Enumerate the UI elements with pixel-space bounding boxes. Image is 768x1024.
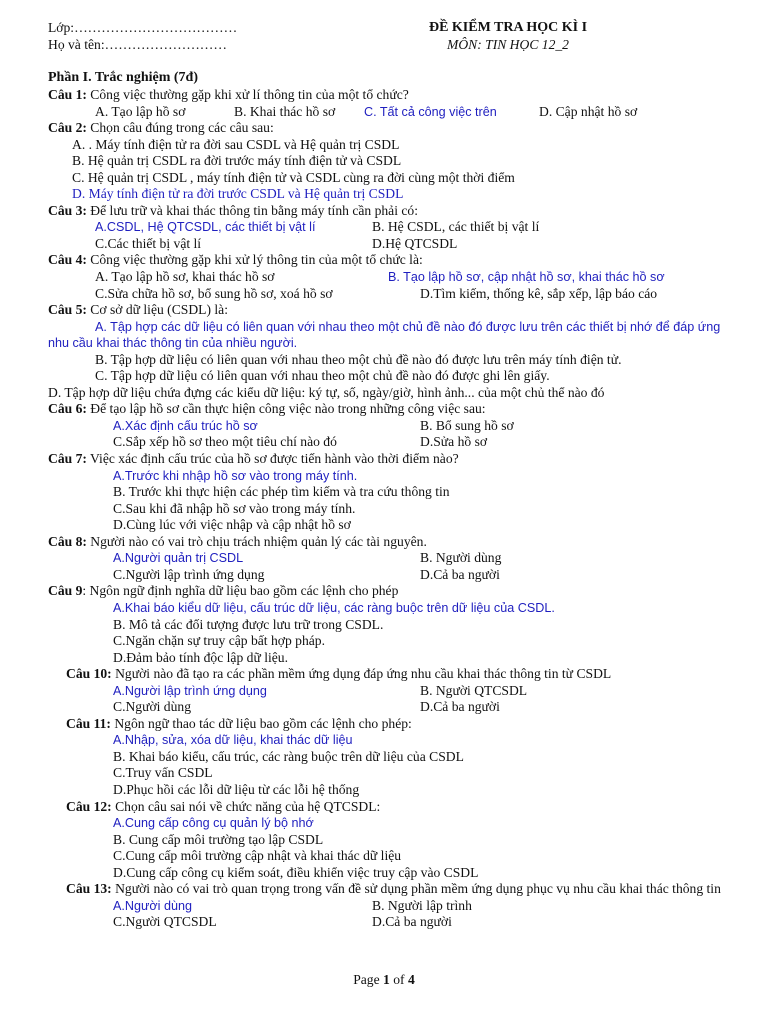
question-3 [48,203,728,220]
answer-a[interactable]: A.Xác định cấu trúc hồ sơ [113,418,258,433]
answer-row [48,914,728,931]
question-list [48,87,728,931]
answer-c[interactable]: C.Người dùng [113,699,191,715]
answer-a[interactable]: A.Người dùng [113,898,192,913]
exam-header [418,19,598,53]
student-info [48,19,237,53]
answer-a[interactable]: A. . Máy tính điện tử ra đời sau CSDL và Hệ quản trị CSDL [72,136,400,152]
question-number: Câu 7: [48,451,87,467]
question-11 [48,716,728,733]
answer-d[interactable]: D.Cung cấp công cụ kiểm soát, điều khiển việc truy cập vào CSDL [113,864,479,880]
answer-d[interactable]: D.Đảm bảo tính độc lập dữ liệu. [113,649,288,665]
answer-a[interactable]: A.Nhập, sửa, xóa dữ liệu, khai thác dữ liệu [113,733,353,748]
question-text: Công việc thường gặp khi xử lí thông tin của một tổ chức? [86,87,409,102]
question-number: Câu 11: [66,715,111,731]
answer-row [48,550,728,567]
answer-c[interactable]: C.Sau khi đã nhập hồ sơ vào trong máy tính. [113,500,356,516]
answer-b[interactable]: B. Người lập trình [372,897,472,913]
question-number: Câu 13: [66,881,112,897]
exam-subject: MÔN: TIN HỌC 12_2 [447,37,569,52]
class-field[interactable]: Lớp:……………………………… [48,20,238,35]
answer-d[interactable]: D.Cả ba người [372,914,452,930]
question-number: Câu 8: [48,533,87,549]
question-7 [48,451,728,468]
answer-row [48,434,728,451]
question-text: Công việc thường gặp khi xử lý thông tin của một tổ chức là: [86,252,423,268]
answer-row [48,104,728,121]
question-number: Câu 4: [48,252,87,268]
answer-d[interactable]: D.Cùng lúc với việc nhập và cập nhật hồ sơ [113,517,351,533]
answer-b[interactable]: B. Bổ sung hồ sơ [420,417,514,433]
question-text: Việc xác định cấu trúc của hồ sơ được tiến hành vào thời điểm nào? [86,451,459,467]
question-number: Câu 3: [48,202,87,218]
answer-row [48,269,728,286]
question-text: Người nào có vai trò quan trọng trong vấn đề sử dụng phần mềm ứng dụng phục vụ nhu cầu khai thác thông tin [111,881,721,897]
question-text: Người nào có vai trò chịu trách nhiệm quản lý các tài nguyên. [86,533,427,549]
answer-a[interactable]: A.Người quản trị CSDL [113,551,244,566]
page-footer [0,972,768,988]
answer-d[interactable]: D.Sửa hồ sơ [420,434,488,450]
question-1 [48,87,728,104]
answer-c[interactable]: C. Tất cả công việc trên [364,104,497,119]
answer-a[interactable]: A.CSDL, Hệ QTCSDL, các thiết bị vật lí [95,220,316,235]
question-10 [48,666,728,683]
answer-a[interactable]: A.Trước khi nhập hồ sơ vào trong máy tính. [113,468,358,483]
answer-a[interactable]: A.Khai báo kiểu dữ liệu, cấu trúc dữ liệu, các ràng buộc trên dữ liệu của CSDL. [113,600,555,615]
answer-d[interactable]: D.Phục hồi các lỗi dữ liệu từ các lỗi hệ thống [113,781,360,797]
answer-d[interactable]: D.Tìm kiếm, thống kê, sắp xếp, lập báo cáo [420,285,658,301]
answer-c[interactable]: C.Ngăn chặn sự truy cập bất hợp pháp. [113,633,325,649]
answer-c[interactable]: C. Hệ quản trị CSDL , máy tính điện tử và CSDL cùng ra đời cùng một thời điểm [72,169,515,185]
question-text: Người nào đã tạo ra các phần mềm ứng dụng đáp ứng nhu cầu khai thác thông tin từ CSDL [111,666,612,682]
answer-b[interactable]: B. Hệ CSDL, các thiết bị vật lí [372,219,540,235]
part-title: Phần I. Trắc nghiệm (7đ) [48,70,198,85]
question-text: Để tạo lập hồ sơ cần thực hiện công việc nào trong những công việc sau: [86,401,486,417]
answer-row [48,699,728,716]
question-number: Câu 1: [48,87,87,102]
question-text: Chọn câu sai nói về chức năng của hệ QTCSDL: [111,798,381,814]
answer-c[interactable]: C.Người lập trình ứng dụng [113,566,265,582]
answer-b[interactable]: B. Tạo lập hồ sơ, cập nhật hồ sơ, khai thác hồ sơ [388,270,665,285]
question-number: Câu 9 [48,583,83,599]
question-9 [48,583,728,600]
answer-d[interactable]: D. Tập hợp dữ liệu chứa đựng các kiểu dữ liệu: ký tự, số, ngày/giờ, hình ảnh... của một chủ thể nào đó [48,384,605,400]
question-2 [48,120,728,137]
answer-c[interactable]: C.Cung cấp môi trường cập nhật và khai thác dữ liệu [113,848,402,864]
of-word: of [393,972,405,987]
question-6 [48,401,728,418]
page-word: Page [353,972,380,987]
answer-a[interactable]: A. Tập hợp các dữ liệu có liên quan với nhau theo một chủ đề nào đó được lưu trên các thiết bị nhớ để đáp ứng nhu cầu khai thác thông tin của nhiều người. [48,319,721,351]
answer-a[interactable]: A. Tạo lập hồ sơ [95,103,186,119]
question-text: Ngôn ngữ thao tác dữ liệu bao gồm các lệnh cho phép: [110,715,412,731]
answer-b[interactable]: B. Khai thác hồ sơ [234,103,336,119]
answer-b[interactable]: B. Trước khi thực hiện các phép tìm kiếm và tra cứu thông tin [113,484,450,500]
question-number: Câu 6: [48,401,87,417]
question-text: : Ngôn ngữ định nghĩa dữ liệu bao gồm các lệnh cho phép [82,583,399,599]
question-text: Cơ sở dữ liệu (CSDL) là: [86,302,228,318]
answer-b[interactable]: B. Người QTCSDL [420,682,528,698]
answer-c[interactable]: C.Truy vấn CSDL [113,765,213,781]
question-text: Chọn câu đúng trong các câu sau: [86,120,274,136]
answer-row [48,898,728,915]
answer-d[interactable]: D.Cả ba người [420,566,500,582]
answer-b[interactable]: B. Mô tả các đối tượng được lưu trữ trong CSDL. [113,616,384,632]
answer-row [48,236,728,253]
answer-b[interactable]: B. Khai báo kiểu, cấu trúc, các ràng buộc trên dữ liệu của CSDL [113,748,464,764]
question-5 [48,302,728,319]
answer-d[interactable]: D.Cả ba người [420,699,500,715]
answer-d[interactable]: D. Cập nhật hồ sơ [539,103,638,119]
answer-a[interactable]: A. Tạo lập hồ sơ, khai thác hồ sơ [95,269,275,285]
answer-b[interactable]: B. Tập hợp dữ liệu có liên quan với nhau theo một chủ đề nào đó được lưu trên máy tính điện tử. [95,351,622,367]
answer-c[interactable]: C.Sửa chữa hồ sơ, bổ sung hồ sơ, xoá hồ sơ [95,285,333,301]
answer-d[interactable]: D.Hệ QTCSDL [372,235,458,251]
question-number: Câu 2: [48,120,87,136]
answer-b[interactable]: B. Hệ quản trị CSDL ra đời trước máy tính điện tử và CSDL [72,153,402,169]
question-text: Để lưu trữ và khai thác thông tin bằng máy tính cần phải có: [86,202,418,218]
answer-d[interactable]: D. Máy tính điện tử ra đời trước CSDL và Hệ quản trị CSDL [72,186,404,202]
question-12 [48,799,728,816]
answer-c[interactable]: C.Sắp xếp hồ sơ theo một tiêu chí nào đó [113,434,337,450]
answer-c[interactable]: C.Người QTCSDL [113,914,217,930]
page-total: 4 [407,972,415,987]
answer-c[interactable]: C.Các thiết bị vật lí [95,235,202,251]
question-13 [48,881,728,898]
answer-row [48,418,728,435]
question-8 [48,534,728,551]
exam-title: ĐỀ KIỂM TRA HỌC KÌ I [428,20,588,35]
question-number: Câu 12: [66,798,112,814]
name-field[interactable]: Họ và tên:……………………… [48,37,227,52]
question-4 [48,252,728,269]
answer-b[interactable]: B. Cung cấp môi trường tạo lập CSDL [113,831,324,847]
answer-row [48,286,728,303]
page-number: 1 [383,972,390,987]
answer-row [48,567,728,584]
answer-a[interactable]: A.Cung cấp công cụ quản lý bộ nhớ [113,816,314,831]
question-number: Câu 10: [66,666,112,682]
question-number: Câu 5: [48,302,87,318]
answer-c[interactable]: C. Tập hợp dữ liệu có liên quan với nhau theo một chủ đề nào đó được ghi lên giấy. [95,368,550,384]
answer-b[interactable]: B. Người dùng [420,550,502,566]
answer-row [48,219,728,236]
answer-a[interactable]: A.Người lập trình ứng dụng [113,683,267,698]
answer-row [48,683,728,700]
